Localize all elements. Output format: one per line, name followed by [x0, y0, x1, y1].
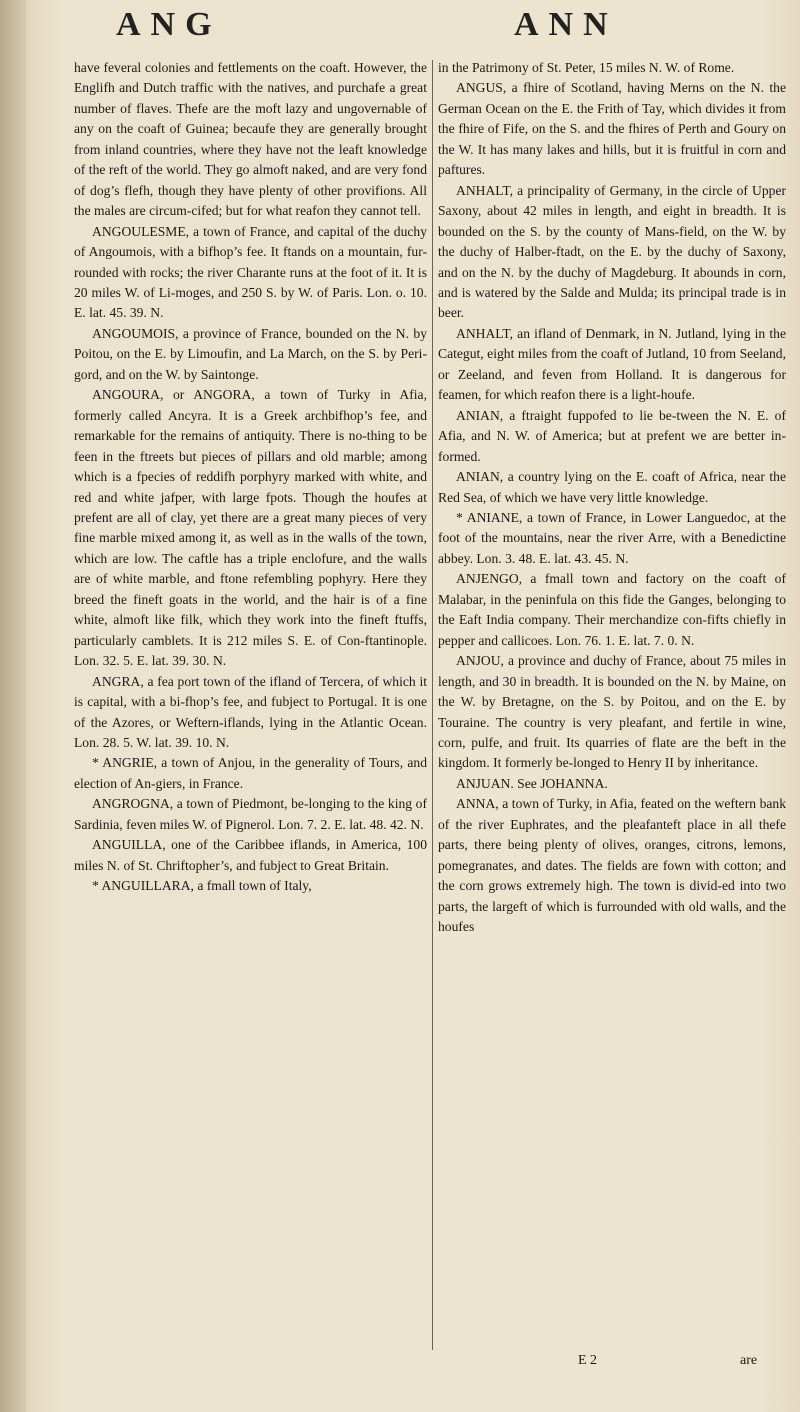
entry-paragraph: ANGROGNA, a town of Piedmont, be-longing to the king of Sardinia, feven miles W. of Pignerol. Lon. 7. 2. E. lat. 48. 42. N.: [74, 796, 427, 832]
running-head-left: ANG: [116, 6, 222, 43]
signature-mark: E 2: [578, 1353, 598, 1368]
entry-paragraph: ANIAN, a country lying on the E. coaft of Africa, near the Red Sea, of which we have very little knowledge.: [438, 469, 786, 505]
right-column: [438, 58, 786, 1358]
entry-paragraph: ANJUAN. See JOHANNA.: [456, 775, 608, 791]
entry-paragraph: ANGUS, a fhire of Scotland, having Merns on the N. the German Ocean on the E. the Frith of Tay, which divides it from the fhire of Fife, on the S. and the fhires of Perth and Goury on the W. It has many lakes and hills, but it is fruitful in corn and paftures.: [438, 80, 786, 178]
entry-paragraph: have feveral colonies and fettlements on the coaft. However, the Englifh and Dutch traffic with the natives, and purchafe a great number of flaves. Thefe are the moft lazy and ungovernable of any on the coaft of Guinea; becaufe they are generally brought from inland countries, where they have not the leaft knowledge of the reft of the world. They go almoft naked, and are very fond of dog’s flefh, though they have plenty of other provifions. All the males are circum-cifed; but for what reafon they cannot tell.: [74, 60, 427, 219]
entry-paragraph: ANGRA, a fea port town of the ifland of Tercera, of which it is capital, with a bi-fhop’s fee, and fubject to Portugal. It is one of the Azores, or Weftern-iflands, lying in the Atlantic Ocean. Lon. 28. 5. W. lat. 39. 10. N.: [74, 673, 427, 750]
entry-paragraph: * ANGUILLARA, a fmall town of Italy,: [92, 878, 312, 894]
entry-paragraph: in the Patrimony of St. Peter, 15 miles N. W. of Rome.: [438, 60, 735, 75]
entry-paragraph: ANJENGO, a fmall town and factory on the coaft of Malabar, in the peninfula on this fide the Ganges, belonging to the Eaft India company. Their merchandize con-fifts chiefly in pepper and callicoes. Lon. 76. 1. E. lat. 7. 0. N.: [438, 571, 786, 648]
entry-paragraph: ANIAN, a ftraight fuppofed to lie be-tween the N. E. of Afia, and N. W. of America; but at prefent we are better in-formed.: [438, 407, 786, 464]
running-head-right: ANN: [514, 6, 618, 43]
entry-paragraph: * ANIANE, a town of France, in Lower Languedoc, at the foot of the mountains, near the river Arre, with a Benedictine abbey. Lon. 3. 48. E. lat. 43. 45. N.: [438, 509, 786, 566]
entry-paragraph: ANGOURA, or ANGORA, a town of Turky in Afia, formerly called Ancyra. It is a Greek archbifhop’s fee, and remarkable for the remains of antiquity. There is no-thing to be feen in the ftreets but pieces of pillars and old marble; among which is a fpecies of reddifh porphyry marked with white, and red and white jafper, with large fpots. Though the houfes at prefent are all of clay, yet there are a great many pieces of very fine marble mixed among it, as well as in the walls of the town, which are low. The caftle has a triple enclofure, and the walls are of white marble, and ftone refembling pophyry. Here they breed the fineft goats in the world, and the hair is of a fine white, almoft like filk, which they work into the fineft ftuffs, particularly camblets. It is 212 miles S. E. of Con-ftantinople. Lon. 32. 5. E. lat. 39. 30. N.: [74, 387, 427, 669]
page-edge: [0, 0, 26, 1412]
catchword: are: [740, 1353, 758, 1368]
entry-paragraph: ANGOULESME, a town of France, and capital of the duchy of Angoumois, with a bifhop’s fee. It ftands on a mountain, fur-rounded with rocks; the river Charante runs at the foot of it. It is 20 miles W. of Li-moges, and 250 S. by W. of Paris. Lon. o. 10. E. lat. 45. 39. N.: [74, 223, 427, 321]
left-column: [74, 58, 427, 1358]
entry-paragraph: ANNA, a town of Turky, in Afia, feated on the weftern bank of the river Euphrates, and the pleafanteft place in all thefe parts, there being plenty of olives, oranges, citrons, lemons, pomegranates, and dates. The fields are fown with cotton; and the corn grows extremely high. The town is divid-ed into two parts, the largeft of which is furrounded with old walls, and the houfes: [438, 796, 786, 935]
entry-paragraph: ANJOU, a province and duchy of France, about 75 miles in length, and 30 in breadth. It is bounded on the N. by Maine, on the W. by Bretagne, on the S. by Poitou, and on the E. by Touraine. The country is very pleafant, and fertile in wine, corn, pulfe, and fruit. Its quarries of flate are the beft in the kingdom. It formerly be-longed to Henry II by inheritance.: [438, 653, 786, 771]
entry-paragraph: ANGUILLA, one of the Caribbee iflands, in America, 100 miles N. of St. Chriftopher’s, and fubject to Great Britain.: [74, 837, 427, 873]
column-divider: [432, 60, 433, 1350]
entry-paragraph: ANGOUMOIS, a province of France, bounded on the N. by Poitou, on the E. by Limoufin, and La March, on the S. by Peri-gord, and on the W. by Saintonge.: [74, 325, 427, 382]
entry-paragraph: * ANGRIE, a town of Anjou, in the generality of Tours, and election of An-giers, in France.: [74, 755, 427, 791]
entry-paragraph: ANHALT, an ifland of Denmark, in N. Jutland, lying in the Categut, eight miles from the coaft of Jutland, 10 from Seeland, or Zeeland, and feven from Holland. It is dangerous for feamen, for which reafon there is a light-houfe.: [438, 325, 786, 403]
entry-paragraph: ANHALT, a principality of Germany, in the circle of Upper Saxony, about 42 miles in length, and eight in breadth. It is bounded on the S. by the county of Mans-field, on the W. by the duchy of Halber-ftadt, on the E. by the duchy of Saxony, and on the N. by the duchy of Magdeburg. It abounds in corn, and is watered by the Salde and Mulda; its principal trade is in beer.: [438, 182, 786, 321]
